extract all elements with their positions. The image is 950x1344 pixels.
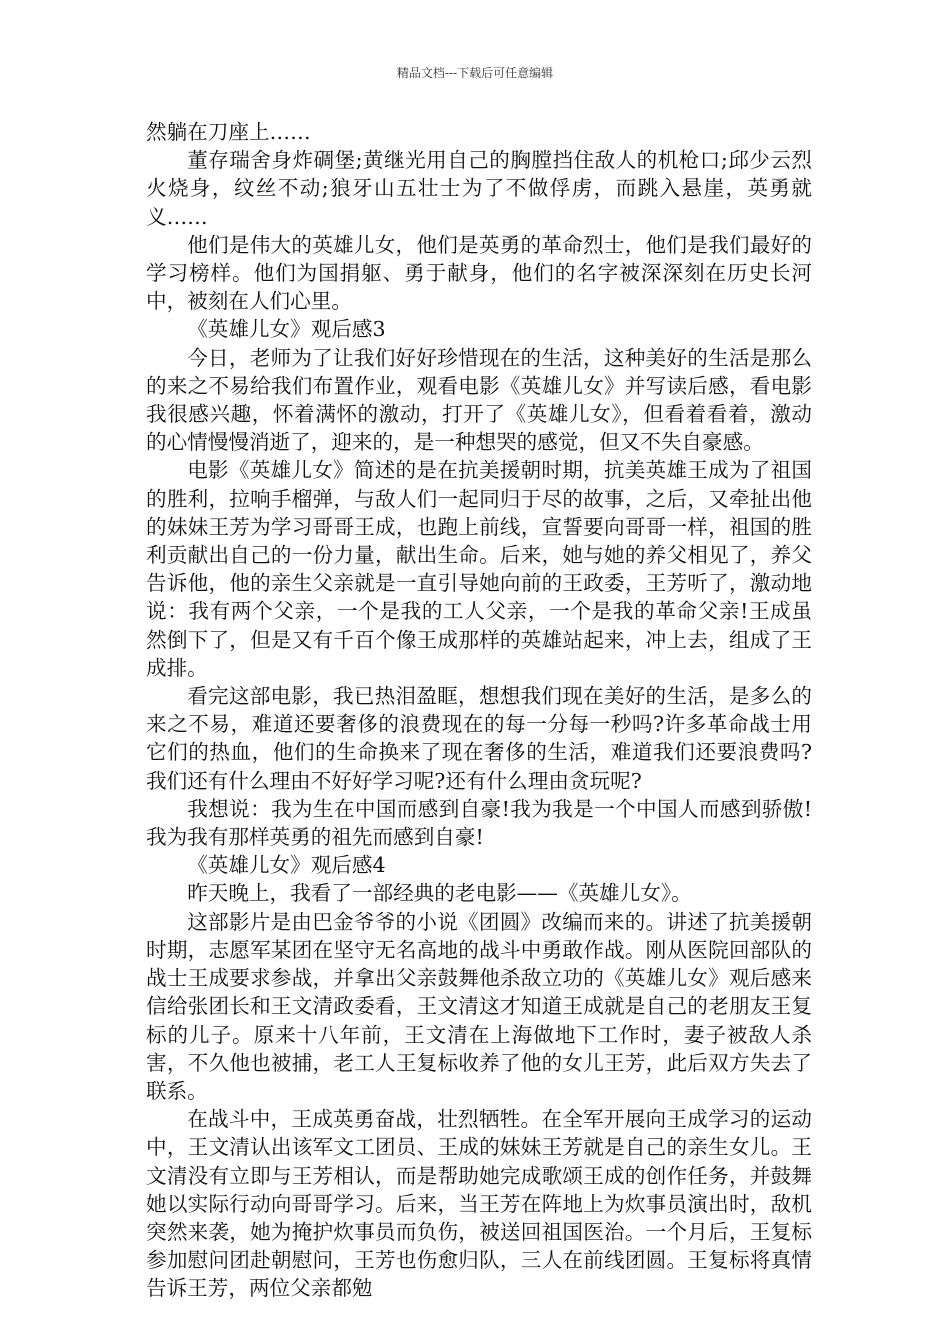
page-header: 精品文档---下载后可任意编辑 [396,66,554,80]
paragraph: 今日，老师为了让我们好好珍惜现在的生活，这种美好的生活是那么的来之不易给我们布置作业，观看电影《英雄儿女》并写读后感，看电影我很感兴趣，怀着满怀的激动，打开了《英雄儿女》，但看着看着，激动的心情慢慢消逝了，迎来的，是一种想哭的感觉，但又不失自豪感。 [146,345,812,455]
paragraph: 董存瑞舍身炸碉堡;黄继光用自己的胸膛挡住敌人的机枪口;邱少云烈火烧身，纹丝不动;狼牙山五壮士为了不做俘虏，而跳入悬崖，英勇就义…… [146,148,812,229]
paragraph: 电影《英雄儿女》简述的是在抗美援朝时期，抗美英雄王成为了祖国的胜利，拉响手榴弹，与敌人们一起同归于尽的故事，之后，又牵扯出他的妹妹王芳为学习哥哥王成，也跑上前线，宣誓要向哥哥一样，祖国的胜利贡献出自己的一份力量，献出生命。后来，她与她的养父相见了，养父告诉他，他的亲生父亲就是一直引导她向前的王政委，王芳听了，激动地说：我有两个父亲，一个是我的工人父亲，一个是我的革命父亲!王成虽然倒下了，但是又有千百个像王成那样的英雄站起来，冲上去，组成了王成排。 [146,458,812,680]
section-heading: 《英雄儿女》观后感3 [187,317,386,342]
document-body [146,118,812,1303]
paragraph: 然躺在刀座上…… [146,120,311,144]
section-heading: 《英雄儿女》观后感4 [187,853,386,878]
paragraph: 看完这部电影，我已热泪盈眶，想想我们现在美好的生活，是多么的来之不易，难道还要奢侈的浪费现在的每一分每一秒吗?许多革命战士用它们的热血，他们的生命换来了现在奢侈的生活，难道我们还要浪费吗?我们还有什么理由不好好学习呢?还有什么理由贪玩呢? [146,684,812,793]
paragraph: 他们是伟大的英雄儿女，他们是英勇的革命烈士，他们是我们最好的学习榜样。他们为国捐躯、勇于献身，他们的名字被深深刻在历史长河中，被刻在人们心里。 [146,232,812,314]
paragraph: 在战斗中，王成英勇奋战，壮烈牺牲。在全军开展向王成学习的运动中，王文清认出该军文工团员、王成的妹妹王芳就是自己的亲生女儿。王文清没有立即与王芳相认，而是帮助她完成歌颂王成的创作任务，并鼓舞她以实际行动向哥哥学习。后来，当王芳在阵地上为炊事员演出时，敌机突然来袭，她为掩护炊事员而负伤，被送回祖国医治。一个月后，王复标参加慰问团赴朝慰问，王芳也伤愈归队，三人在前线团圆。王复标将真情告诉王芳，两位父亲都勉 [146,1107,812,1301]
paragraph: 这部影片是由巴金爷爷的小说《团圆》改编而来的。讲述了抗美援朝时期，志愿军某团在坚守无名高地的战斗中勇敢作战。刚从医院回部队的战士王成要求参战，并拿出父亲鼓舞他杀敌立功的《英雄儿女》观后感来信给张团长和王文清政委看，王文清这才知道王成就是自己的老朋友王复标的儿子。原来十八年前，王文清在上海做地下工作时，妻子被敌人杀害，不久他也被捕，老工人王复标收养了他的女儿王芳，此后双方失去了联系。 [146,909,812,1103]
paragraph: 我想说：我为生在中国而感到自豪!我为我是一个中国人而感到骄傲!我为我有那样英勇的祖先而感到自豪! [146,796,812,850]
paragraph: 昨天晚上，我看了一部经典的老电影——《英雄儿女》。 [187,881,692,906]
